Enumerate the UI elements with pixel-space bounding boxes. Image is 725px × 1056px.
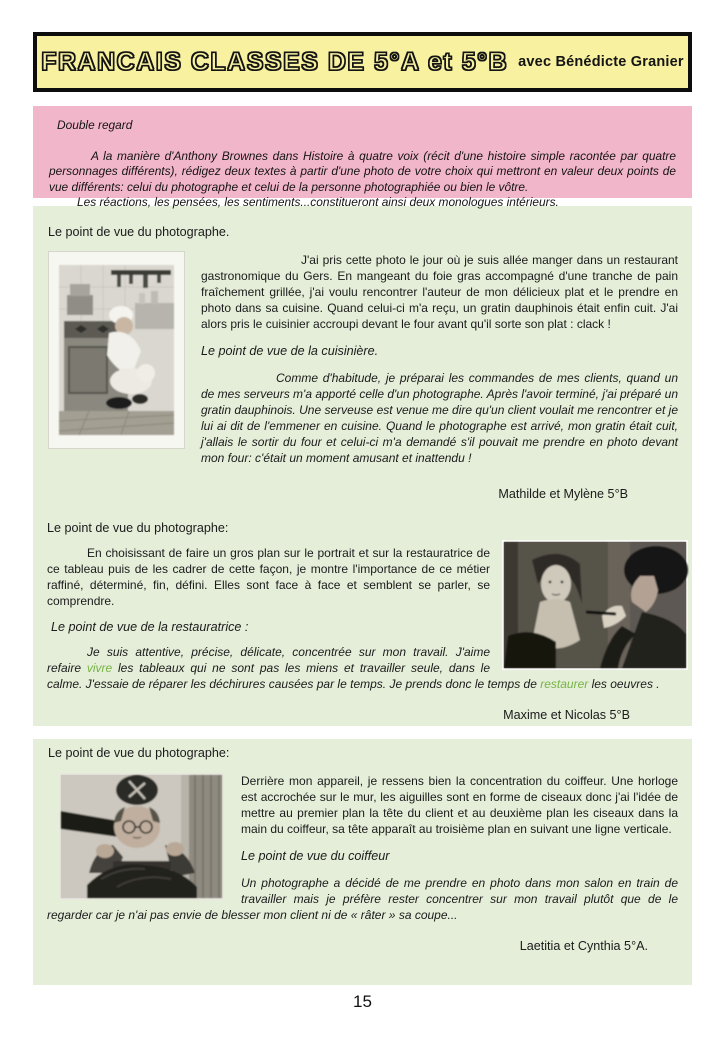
section3-subject-text: Un photographe a décidé de me prendre en photo dans mon salon en train de travailler mais je préfère rester concentrer sur mon travail plutôt que de le regarder car je n'ai pas envie de blesser mon client ni de « râter » sa coupe... bbox=[47, 876, 678, 922]
section3-photographer-text: Derrière mon appareil, je ressens bien la concentration du coiffeur. Une horloge est accrochée sur le mur, les aiguilles sont en forme de ciseaux donc j'ai l'idée de mettre au premier plan la tête du client et au deuxième plan les ciseaux dans la main du coiffeur, sa tête apparaît au troisième plan en suivant une ligne verticale. bbox=[241, 774, 678, 836]
section2-photographer-text: En choisissant de faire un gros plan sur le portrait et sur la restauratrice de ce tableau puis de les cadrer de cette façon, je montre l'importance de ce métier raffiné, déterminé, fin, défini. Elles sont face à face et semblent se parler, se comprendre. bbox=[47, 546, 490, 608]
section1-subject-text: Comme d'habitude, je préparai les commandes de mes clients, quand un de mes serveurs m'a apporté celle d'un photographe. Après l'avoir terminé, j'ai préparé un gratin dauphinois. Une serveuse est venue me dire qu'un client voulait me rencontrer et je lui ai dit de l'emmener en cuisine. Quand le photographe est arrivé, mon gratin était cuit, j'allais le sortir du four et celui-ci m'a demandé s'il pouvait me prendre en photo devant mon four: c'était un moment amusant et inattendu ! bbox=[201, 371, 678, 465]
page-title: FRANCAIS CLASSES DE 5°A et 5°B bbox=[41, 47, 509, 76]
section2-photographer-heading: Le point de vue du photographe: bbox=[47, 521, 229, 535]
subject-text-part: les tableaux qui ne sont pas les miens et travailler seule, dans le calme. J'essaie de réparer les déchirures causées par le temps. Je prends donc le temps de bbox=[47, 661, 541, 691]
restoration-photo-illustration bbox=[504, 542, 686, 668]
barber-photo-illustration bbox=[61, 775, 222, 898]
section1-photographer-text: J'ai pris cette photo le jour où je suis allée manger dans un restaurant gastronomique du Gers. En mangeant du foie gras accompagné d'une tranche de pain fraîchement grillée, j'ai voulu rencontrer l'auteur de mon délicieux plat et le prendre en photo dans sa cuisine. Quand celui-ci m'a reçu, un gratin dauphinois était enfin cuit. J'ai alors pris le cuisinier accroupi devant le four avant qu'il sorte son plat : clack ! bbox=[201, 253, 678, 331]
section1-authors: Mathilde et Mylène 5°B bbox=[498, 487, 628, 501]
highlighted-word-restaurer: restaurer bbox=[540, 677, 589, 691]
section2-subject-heading: Le point de vue de la restauratrice : bbox=[51, 620, 249, 634]
section1-photographer-heading: Le point de vue du photographe. bbox=[48, 225, 230, 239]
content-block-2 bbox=[33, 739, 692, 985]
page-number: 15 bbox=[353, 992, 372, 1011]
chef-crouching-in-kitchen-photo bbox=[48, 251, 185, 449]
header-banner bbox=[33, 32, 692, 92]
magazine-page bbox=[0, 32, 725, 1056]
assignment-box bbox=[33, 106, 692, 209]
painting-restoration-photo bbox=[502, 540, 688, 670]
subject-text-part: les oeuvres . bbox=[588, 677, 660, 691]
content-block-1 bbox=[33, 206, 692, 726]
barber-cutting-hair-photo bbox=[59, 773, 224, 900]
assignment-instructions: A la manière d'Anthony Brownes dans Histoire à quatre voix (récit d'une histoire simple racontée par quatre personnages différents), rédigez deux textes à partir d'une photo de votre choix qui mettront en valeur deux points de vue différents: celui du photographe et celui de la personne photographiée ou bien le vôtre. bbox=[49, 148, 676, 194]
subject-text-part: Je suis attentive, précise, délicate, concentrée sur mon travail. J'aime refaire bbox=[47, 645, 490, 675]
section3-authors: Laetitia et Cynthia 5°A. bbox=[519, 939, 648, 953]
section3-subject-heading: Le point de vue du coiffeur bbox=[241, 849, 390, 863]
assignment-instructions-2: Les réactions, les pensées, les sentiments...constitueront ainsi deux monologues intérieurs. bbox=[77, 195, 559, 209]
chef-photo-illustration bbox=[59, 265, 174, 435]
section2-authors: Maxime et Nicolas 5°B bbox=[503, 708, 630, 722]
assignment-title: Double regard bbox=[57, 118, 133, 132]
section1-subject-heading: Le point de vue de la cuisinière. bbox=[201, 344, 379, 358]
page-subtitle: avec Bénédicte Granier bbox=[518, 54, 684, 70]
section3-photographer-heading: Le point de vue du photographe: bbox=[48, 746, 230, 760]
highlighted-word-vivre: vivre bbox=[86, 661, 113, 675]
